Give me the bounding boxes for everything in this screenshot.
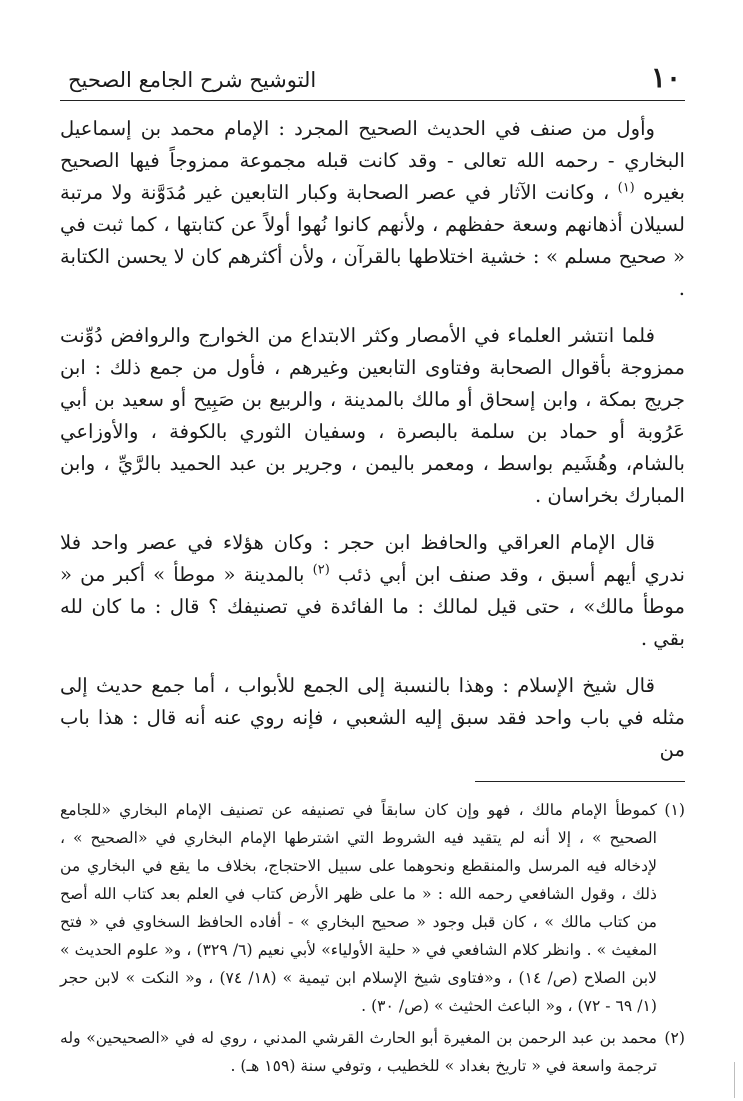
- paragraph-2: فلما انتشر العلماء في الأمصار وكثر الابتداع من الخوارج والروافض دُوِّنت ممزوجة بأقوال الصحابة وفتاوى التابعين وغيرهم ، فأول من جمع ذلك : ابن جريج بمكة ، وابن إسحاق أو مالك بالمدينة ، والربيع بن صَبِيح أو سعيد بن أبي عَرُوبة أو حماد بن سلمة بالبصرة ، وسفيان الثوري بالكوفة ، والأوزاعي بالشام، وهُشَيم بواسط ، ومعمر باليمن ، وجرير بن عبد الحميد بالرَّيِّ ، وابن المبارك بخراسان .: [60, 324, 685, 507]
- scan-edge-mark: [734, 1062, 735, 1098]
- paragraph-1-text-a: وأول من صنف في الحديث الصحيح المجرد : الإمام محمد بن إسماعيل البخاري - رحمه الله تعالى - وقد كانت قبله مجموعة ممزوجاً فيها الصحيح بغيره: [60, 117, 685, 204]
- footnotes: [60, 796, 685, 1080]
- footnote-2: [60, 1024, 685, 1080]
- running-title: التوشيح شرح الجامع الصحيح: [68, 68, 317, 92]
- footnote-ref-2: (٢): [312, 562, 330, 578]
- footnote-separator: [475, 781, 685, 782]
- footnote-1-text: كموطأ الإمام مالك ، فهو وإن كان سابقاً في تصنيفه عن تصنيف الإمام البخاري «للجامع الصحيح » ، إلا أنه لم يتقيد فيه الشروط التي اشترطها الإمام البخاري في «الصحيح » ، لإدخاله فيه المرسل والمنقطع ونحوهما على سبيل الاحتجاج، بخلاف ما يقع في البخاري من ذلك ، وقول الشافعي رحمه الله : « ما على ظهر الأرض كتاب في العلم بعد كتاب الله أصح من كتاب مالك » ، كان قبل وجود « صحيح البخاري » - أفاده الحافظ السخاوي في « فتح المغيث » . وانظر كلام الشافعي في « حلية الأولياء» لأبي نعيم (٦/ ٣٢٩) ، و« علوم الحديث » لابن الصلاح (ص/ ١٤) ، و«فتاوى شيخ الإسلام ابن تيمية » (١٨/ ٧٤) ، و« النكت » لابن حجر (١/ ٦٩ - ٧٢) ، و« الباعث الحثيث » (ص/ ٣٠) .: [60, 801, 657, 1015]
- footnote-1-number: (١): [664, 801, 685, 819]
- footnote-2-text: محمد بن عبد الرحمن بن المغيرة أبو الحارث القرشي المدني ، روي له في «الصحيحين» وله ترجمة واسعة في « تاريخ بغداد » للخطيب ، وتوفي سنة (١٥٩ هـ) .: [60, 1029, 657, 1075]
- footnote-1: [60, 796, 685, 1020]
- paragraph-1-text-b: ، وكانت الآثار في عصر الصحابة وكبار التابعين غير مُدَوَّنة ولا مرتبة لسيلان أذهانهم وسعة حفظهم ، ولأنهم كانوا نُهوا أولاً عن كتابتها ، كما ثبت في « صحيح مسلم » : خشية اختلاطها بالقرآن ، ولأن أكثرهم كان لا يحسن الكتابة .: [60, 181, 685, 300]
- paragraph-3-text-b: بالمدينة « موطأ » أكبر من « موطأ مالك» ، حتى قيل لمالك : ما الفائدة في تصنيفك ؟ قال : ما كان لله بقي .: [60, 563, 685, 650]
- main-text: [60, 113, 685, 766]
- page-header: [60, 60, 685, 101]
- paragraph-1: [60, 113, 685, 305]
- paragraph-4: قال شيخ الإسلام : وهذا بالنسبة إلى الجمع للأبواب ، أما جمع حديث إلى مثله في باب واحد فقد سبق إليه الشعبي ، فإنه روي عنه أنه قال : هذا باب من: [60, 674, 685, 761]
- paragraph-3-text-a: قال الإمام العراقي والحافظ ابن حجر : وكان هؤلاء في عصر واحد فلا ندري أيهم أسبق ، وقد صنف ابن أبي ذئب: [60, 531, 685, 586]
- paragraph-3: [60, 527, 685, 655]
- footnote-2-number: (٢): [664, 1029, 685, 1047]
- page-number: ١٠: [650, 61, 681, 94]
- footnote-ref-1: (١): [617, 180, 635, 196]
- book-page: [60, 60, 685, 1084]
